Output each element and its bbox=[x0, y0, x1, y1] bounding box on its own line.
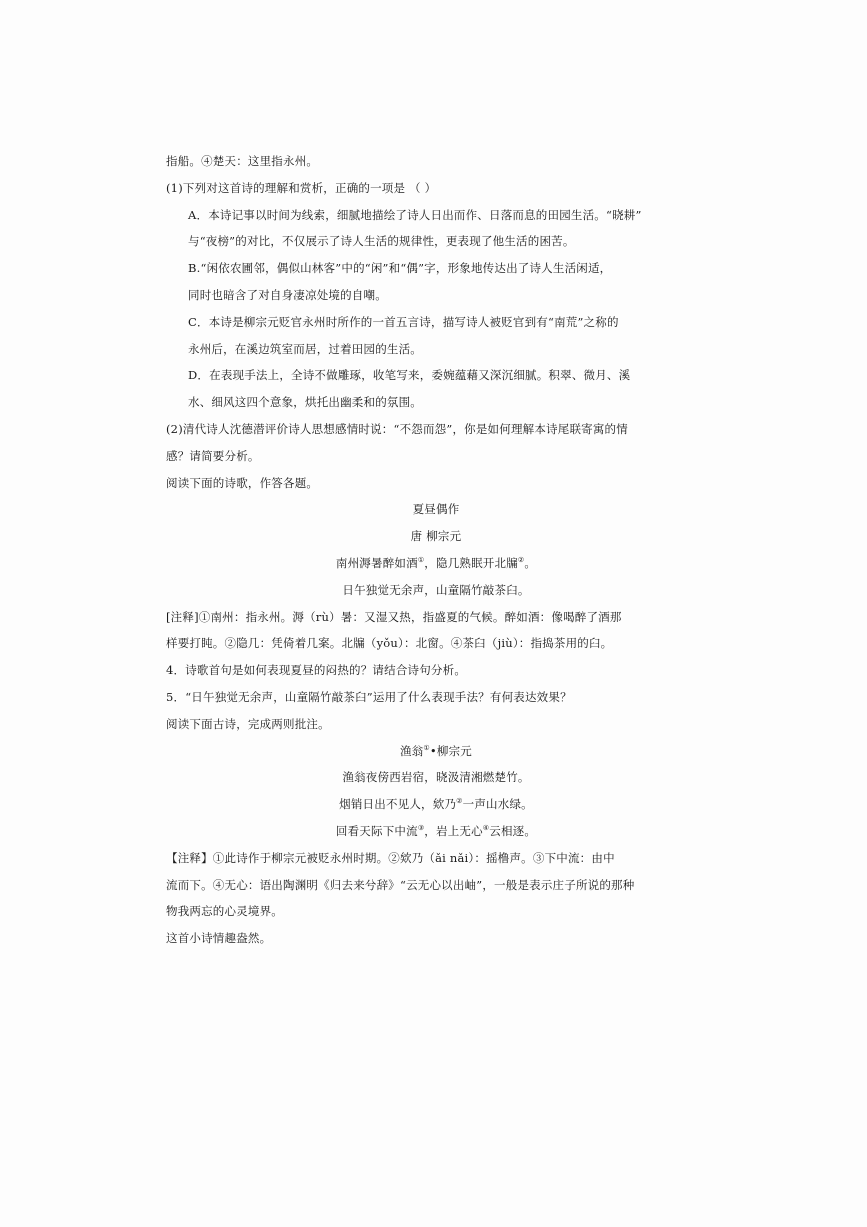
poem-2-title bbox=[166, 738, 706, 765]
poem-2-line-3 bbox=[166, 818, 706, 845]
option-d-line-1: D．在表现手法上，全诗不做雕琢，收笔写来，委婉蕴藉又深沉细腻。积翠、微月、溪 bbox=[188, 368, 631, 383]
option-c-line-2: 永州后，在溪边筑室而居，过着田园的生活。 bbox=[188, 341, 422, 356]
annotation-line-2: 样要打盹。②隐几：凭倚着几案。北牖（yǒu）：北窗。④茶臼（jiù）：指捣茶用的臼。 bbox=[166, 636, 613, 651]
reading-instruction: 阅读下面的诗歌，作答各题。 bbox=[166, 475, 319, 490]
poem-2-line-2 bbox=[166, 791, 706, 818]
annotation-line-1: [注释]①南州：指永州。溽（rù）暑：又湿又热，指盛夏的气候。醉如酒：像喝醉了酒那 bbox=[166, 609, 622, 624]
poem-2-title-text: 渔翁 bbox=[400, 743, 424, 758]
annotation-2-line-2: 流而下。④无心：语出陶渊明《归去来兮辞》“云无心以出岫”，一般是表示庄子所说的那种 bbox=[166, 877, 635, 892]
annotation-2-line-3: 物我两忘的心灵境界。 bbox=[166, 904, 283, 919]
footnote-marker: ③ bbox=[417, 823, 425, 832]
poem-2-line-2-part-b: 一声山水绿。 bbox=[462, 797, 533, 812]
poem-line-2: 日午独觉无余声，山童隔竹敲茶臼。 bbox=[342, 582, 530, 597]
option-c-line-1: C．本诗是柳宗元贬官永州时所作的一首五言诗，描写诗人被贬官到有“南荒”之称的 bbox=[188, 314, 619, 329]
poem-2-line-2-part-a: 烟销日出不见人，欸乃 bbox=[339, 797, 457, 812]
footnote-marker: ② bbox=[456, 797, 463, 806]
question-5: 5．“日午独觉无余声，山童隔竹敲茶臼”运用了什么表现手法？有何表达效果？ bbox=[166, 689, 572, 704]
footnote-marker: ④ bbox=[482, 823, 490, 832]
poem-line-1-part-b: ，隐几熟眠开北牖 bbox=[424, 555, 518, 570]
question-2-line-1: (2)清代诗人沈德潜评价诗人思想感情时说：“不怨而怨”，你是如何理解本诗尾联寄寓的情 bbox=[166, 421, 628, 436]
question-2-line-2: 感？请简要分析。 bbox=[166, 448, 260, 463]
text-line: 指船。④楚天：这里指永州。 bbox=[166, 154, 319, 168]
option-a-line-1: A．本诗记事以时间为线索，细腻地描绘了诗人日出而作、日落而息的田园生活。“晓耕” bbox=[188, 207, 642, 222]
poem-line-1-part-c: 。 bbox=[524, 555, 537, 570]
poem-author: 唐 柳宗元 bbox=[410, 529, 462, 544]
document-content bbox=[166, 148, 706, 952]
poem-title: 夏昼偶作 bbox=[412, 502, 460, 517]
footnote-marker: ① bbox=[423, 743, 430, 752]
poem-2-line-3-part-a: 回看天际下中流 bbox=[335, 823, 418, 838]
option-b-line-1: B.“闲依农圃邻，偶似山林客”中的“闲”和“偶”字，形象地传达出了诗人生活闲适， bbox=[188, 261, 612, 276]
option-b-line-2: 同时也暗含了对自身凄凉处境的自嘲。 bbox=[188, 287, 387, 302]
footnote-marker: ① bbox=[417, 555, 425, 564]
footnote-marker: ② bbox=[517, 555, 525, 564]
poem-line-1 bbox=[166, 550, 706, 577]
poem-2-line-3-part-b: ，岩上无心 bbox=[424, 823, 483, 838]
option-a-line-2: 与“夜榜”的对比，不仅展示了诗人生活的规律性，更表现了他生活的困苦。 bbox=[188, 234, 575, 249]
closing-statement: 这首小诗情趣盎然。 bbox=[166, 931, 272, 946]
poem-line-1-part-a: 南州溽暑醉如酒 bbox=[335, 555, 418, 570]
reading-instruction-2: 阅读下面古诗，完成两则批注。 bbox=[166, 716, 330, 731]
poem-2-line-1: 渔翁夜傍西岩宿，晓汲清湘燃楚竹。 bbox=[342, 770, 530, 785]
poem-2-author: •柳宗元 bbox=[429, 743, 472, 758]
question-4: 4．诗歌首句是如何表现夏昼的闷热的？请结合诗句分析。 bbox=[166, 663, 467, 678]
option-d-line-2: 水、细风这四个意象，烘托出幽柔和的氛围。 bbox=[188, 395, 422, 410]
question-1-stem: (1)下列对这首诗的理解和赏析，正确的一项是 （ ） bbox=[166, 180, 437, 195]
poem-2-line-3-part-c: 云相逐。 bbox=[489, 823, 537, 838]
annotation-2-line-1: 【注释】①此诗作于柳宗元被贬永州时期。②欸乃（ǎi nǎi）：摇橹声。③下中流：由中 bbox=[166, 850, 615, 865]
